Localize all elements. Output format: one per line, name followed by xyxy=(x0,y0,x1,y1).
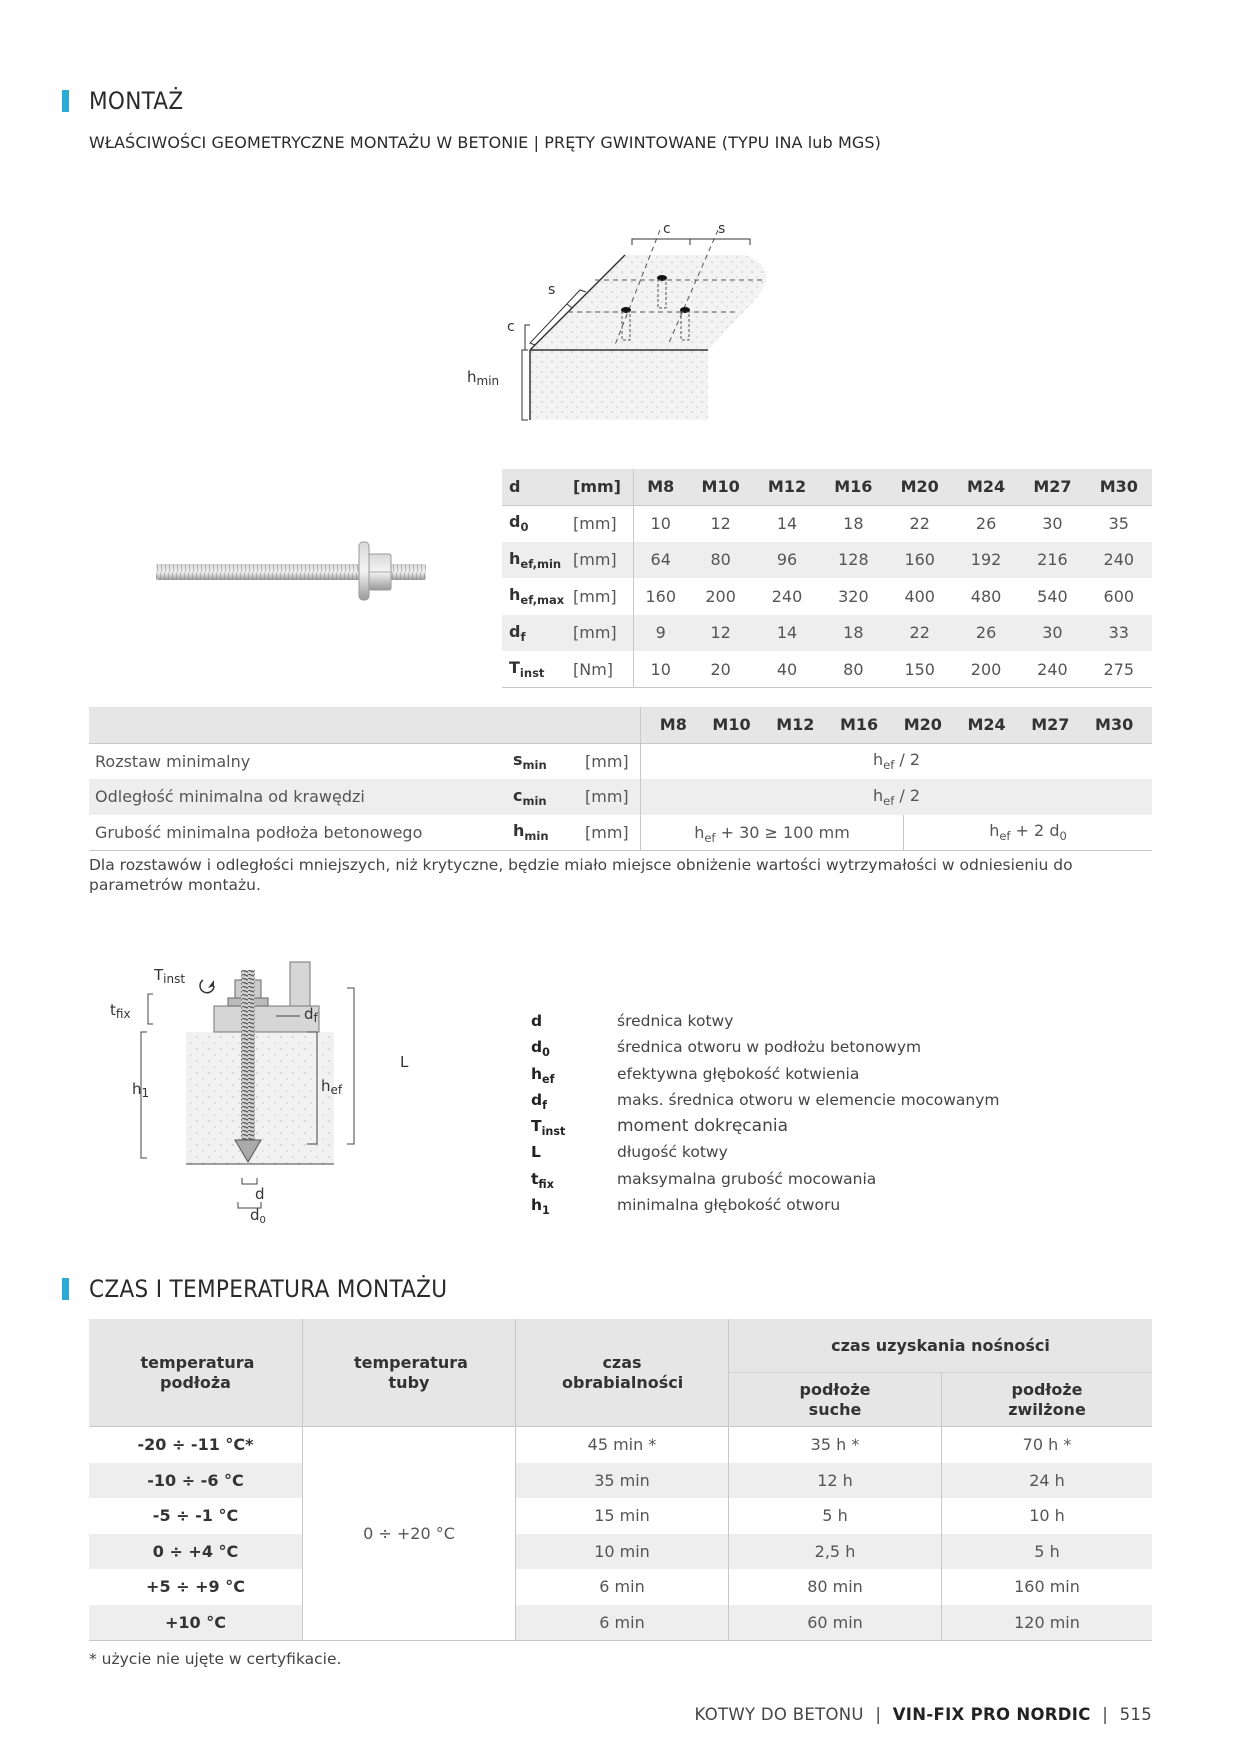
section-title: MONTAŻ xyxy=(89,87,184,115)
anchor-section-diagram xyxy=(110,950,430,1240)
legend-item: $d_f$ maks. średnica otworu w elemencie mocowanym xyxy=(531,1090,1000,1112)
min-distances-table xyxy=(89,707,1152,851)
table-row: Rozstaw minimalny $s_{min}$ [mm] $h_{ef} / 2$ xyxy=(89,743,1152,779)
table-row: Odległość minimalna od krawędzi $c_{min}$ [mm] $h_{ef} / 2$ xyxy=(89,779,1152,815)
svg-text:d0: $d_0$ xyxy=(250,1206,266,1226)
header-cell: M20 xyxy=(887,469,953,505)
tube-temperature-cell: 0 ÷ +20 °C xyxy=(303,1427,516,1641)
svg-text:hmin: $h_{min}$ xyxy=(467,368,500,388)
legend-item: d średnica kotwy xyxy=(531,1012,734,1030)
legend-item: L długość kotwy xyxy=(531,1143,728,1162)
table-row: $h_{ef,min}$ [mm] 64 80 96 128 160 192 216 240 xyxy=(502,542,1152,579)
col-header-wet: podłoże zwilżone xyxy=(1008,1379,1086,1419)
dim-c-top: c xyxy=(663,221,671,237)
legend-item: $h_{ef}$ efektywna głębokość kotwienia xyxy=(531,1064,860,1086)
page-number: 515 xyxy=(1119,1705,1152,1724)
section-heading-czas xyxy=(62,1275,447,1303)
dim-s-top: s xyxy=(718,221,726,237)
dim-c-side: c xyxy=(507,319,515,335)
footer-separator: | xyxy=(1102,1705,1109,1724)
legend-item: $T_{inst}$ moment dokręcania xyxy=(531,1116,788,1139)
header-cell: M27 xyxy=(1019,469,1085,505)
header-cell: M30 xyxy=(1086,469,1152,505)
legend-item: $d_0$ średnica otworu w podłożu betonowym xyxy=(531,1038,922,1060)
header-cell: [mm] xyxy=(573,469,634,505)
footnote: * użycie nie ujęte w certyfikacie. xyxy=(89,1650,342,1668)
table-row: $T_{inst}$ [Nm] 10 20 40 80 150 200 240 275 xyxy=(502,651,1152,688)
table-row: +5 ÷ +9 °C 6 min 80 min 160 min xyxy=(89,1569,1152,1605)
header-cell: M16 xyxy=(820,469,886,505)
table-row: -20 ÷ -11 °C* 0 ÷ +20 °C 45 min * 35 h * 70 h * xyxy=(89,1427,1152,1463)
footer-separator: | xyxy=(875,1705,882,1724)
label-h1: h xyxy=(132,1080,142,1098)
dim-hmin: h xyxy=(467,368,477,386)
table-row: -10 ÷ -6 °C 35 min 12 h 24 h xyxy=(89,1463,1152,1499)
footer-category: KOTWY DO BETONU xyxy=(694,1705,864,1724)
label-df: d xyxy=(304,1005,314,1023)
section-heading-montaz xyxy=(62,87,183,115)
label-d0: d xyxy=(250,1206,260,1224)
page-footer xyxy=(694,1705,1152,1724)
table-row: $d_f$ [mm] 9 12 14 18 22 26 30 33 xyxy=(502,615,1152,652)
section-subtitle: WŁAŚCIWOŚCI GEOMETRYCZNE MONTAŻU W BETONIE | PRĘTY GWINTOWANE (TYPU INA lub MGS) xyxy=(89,133,881,152)
svg-text:tfix: $t_{fix}$ xyxy=(110,1001,131,1021)
section-title: CZAS I TEMPERATURA MONTAŻU xyxy=(89,1275,448,1303)
label-d: d xyxy=(255,1185,265,1203)
footer-product: VIN-FIX PRO NORDIC xyxy=(892,1705,1091,1724)
legend-item: $h_1$ minimalna głębokość otworu xyxy=(531,1196,841,1218)
label-L: L xyxy=(400,1053,409,1071)
table-row: -5 ÷ -1 °C 15 min 5 h 10 h xyxy=(89,1498,1152,1534)
geometry-table xyxy=(502,469,1152,688)
symbol-legend xyxy=(531,1011,1000,1221)
header-cell: M8 xyxy=(634,469,688,505)
col-header-temp-base: temperatura podłoża xyxy=(140,1352,255,1392)
table-header-row xyxy=(502,469,1152,505)
threaded-rod-image xyxy=(152,532,432,612)
time-temperature-table xyxy=(89,1319,1152,1641)
svg-text:h1: $h_1$ xyxy=(132,1080,150,1100)
table-row: $h_{ef,max}$ [mm] 160 200 240 320 400 480 540 600 xyxy=(502,578,1152,615)
header-cell: M10 xyxy=(687,469,753,505)
header-cell: M24 xyxy=(953,469,1019,505)
table-row: Grubość minimalna podłoża betonowego $h_{min}$ [mm] $h_{ef} + 30 \ge 100$ mm $h_{ef} + 2$ $d_0$ xyxy=(89,815,1152,851)
spacing-diagram xyxy=(450,210,800,430)
reduction-note: Dla rozstawów i odległości mniejszych, niż krytyczne, będzie miało miejsce obniżenie wartości wytrzymałości w odniesieniu do parametrów montażu. xyxy=(89,856,1073,894)
svg-text:Tinst: $T_{inst}$ xyxy=(154,966,186,986)
heading-accent-bar xyxy=(62,1278,69,1300)
col-header-cure-time: czas uzyskania nośności xyxy=(729,1319,1153,1373)
label-hef: h xyxy=(321,1077,331,1095)
col-header-dry: podłoże suche xyxy=(799,1379,871,1419)
svg-text:df: $d_f$ xyxy=(304,1005,318,1025)
legend-item: $t_{fix}$ maksymalna grubość mocowania xyxy=(531,1169,877,1191)
col-header-temp-tube: temperatura tuby xyxy=(354,1352,468,1392)
table-row: $d_0$ [mm] 10 12 14 18 22 26 30 35 xyxy=(502,505,1152,542)
heading-accent-bar xyxy=(62,90,69,112)
svg-text:hef: $h_{ef}$ xyxy=(321,1077,343,1097)
dim-s-side: s xyxy=(548,282,556,298)
header-cell: M12 xyxy=(754,469,820,505)
label-tfix: t xyxy=(110,1001,116,1019)
table-row: +10 °C 6 min 60 min 120 min xyxy=(89,1605,1152,1641)
table-header-row: M8 M10 M12 M16 M20 M24 M27 M30 xyxy=(89,707,1152,743)
col-header-work-time: czas obrabialności xyxy=(562,1352,684,1392)
label-tinst: T xyxy=(154,966,164,984)
table-row: 0 ÷ +4 °C 10 min 2,5 h 5 h xyxy=(89,1534,1152,1570)
header-cell: d xyxy=(502,469,573,505)
